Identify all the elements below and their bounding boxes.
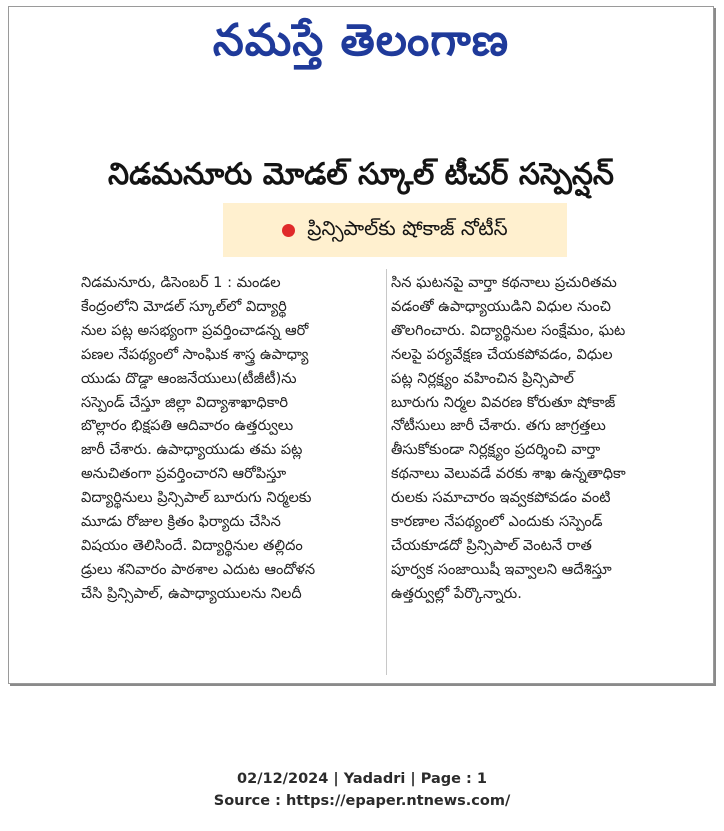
article-line: కారణాల నేపథ్యంలో ఎందుకు సస్పెండ్ — [391, 513, 603, 531]
article-line: నిడమనూరు, డిసెంబర్ 1 : మండల — [81, 274, 281, 291]
column-divider — [386, 269, 387, 675]
article-line: రులకు సమాచారం ఇవ్వకపోవడం వంటి — [391, 489, 611, 507]
article-line: బొల్లారం భిక్షపతి ఆదివారం ఉత్తర్వులు — [81, 417, 294, 435]
article-line: బూరుగు నిర్మల వివరణ కోరుతూ షోకాజ్ — [391, 393, 616, 411]
article-line: తీసుకోకుండా నిర్లక్ష్యం ప్రదర్శించి వార్తా — [391, 441, 601, 459]
article-line: తొలగించారు. విద్యార్థినుల సంక్షేమం, ఘట — [391, 321, 626, 339]
edition-info: 02/12/2024 | Yadadri | Page : 1 — [237, 771, 487, 787]
article-line: డ్రులు శనివారం పాఠశాల ఎదుట ఆందోళన — [81, 560, 316, 578]
article-line: చేయకూడదో ప్రిన్సిపాల్ వెంటనే రాత — [391, 536, 592, 554]
article-line: విషయం తెలిసిందే. విద్యార్థినుల తల్లిదం — [81, 536, 303, 554]
article-line: ఉత్తర్వుల్లో పేర్కొన్నారు. — [391, 584, 522, 602]
article-line: పూర్వక సంజాయిషీ ఇవ్వాలని ఆదేశిస్తూ — [391, 560, 612, 578]
article-line: యుడు దొడ్డా ఆంజనేయులు(టీజీటీ)ను — [81, 369, 297, 387]
source-credit: Source : https://epaper.ntnews.com/ — [213, 793, 511, 809]
article-line: పణల నేపథ్యంలో సాంఘిక శాస్త్ర ఉపాధ్యా — [81, 345, 309, 363]
article-line: సస్పెండ్ చేస్తూ జిల్లా విద్యాశాఖాధికారి — [81, 393, 289, 411]
article-line: చేసి ప్రిన్సిపాల్, ఉపాధ్యాయులను నిలదీ — [81, 584, 302, 602]
article-headline: నిడమనూరు మోడల్ స్కూల్ టీచర్ సస్పెన్షన్ — [108, 157, 614, 192]
article-line: నోటీసులు జారీ చేశారు. తగు జాగ్రత్తలు — [391, 417, 606, 435]
article-column-right — [391, 271, 689, 606]
article-line: మూడు రోజుల క్రితం ఫిర్యాదు చేసిన — [81, 513, 281, 531]
article-line: నుల పట్ల అసభ్యంగా ప్రవర్తించాడన్న ఆరో — [81, 321, 309, 339]
red-bullet-icon — [282, 224, 295, 237]
article-line: వడంతో ఉపాధ్యాయుడిని విధుల నుంచి — [391, 297, 611, 315]
article-subheadline: ప్రిన్సిపాల్‌కు షోకాజ్ నోటీస్ — [307, 215, 508, 240]
article-line: జారీ చేశారు. ఉపాధ్యాయుడు తమ పట్ల — [81, 441, 303, 459]
newspaper-clipping — [8, 6, 714, 684]
article-line: విద్యార్థినులు ప్రిన్సిపాల్ బూరుగు నిర్మలకు — [81, 489, 312, 507]
article-line: అనుచితంగా ప్రవర్తించారని ఆరోపిస్తూ — [81, 465, 287, 483]
article-line: కథనాలు వెలువడే వరకు శాఖ ఉన్నతాధికా — [391, 465, 626, 483]
newspaper-masthead: నమస్తే తెలంగాణ — [212, 15, 510, 66]
article-line: పట్ల నిర్లక్ష్యం వహించిన ప్రిన్సిపాల్ — [391, 369, 575, 387]
article-line: కేంద్రంలోని మోడల్ స్కూల్‌లో విద్యార్థి — [81, 297, 287, 315]
article-subheadline-box — [223, 203, 567, 257]
article-line: నలపై పర్యవేక్షణ చేయకపోవడం, విధుల — [391, 345, 613, 363]
article-line: సిన ఘటనపై వార్తా కథనాలు ప్రచురితమ — [391, 274, 617, 291]
article-column-left — [81, 271, 379, 606]
